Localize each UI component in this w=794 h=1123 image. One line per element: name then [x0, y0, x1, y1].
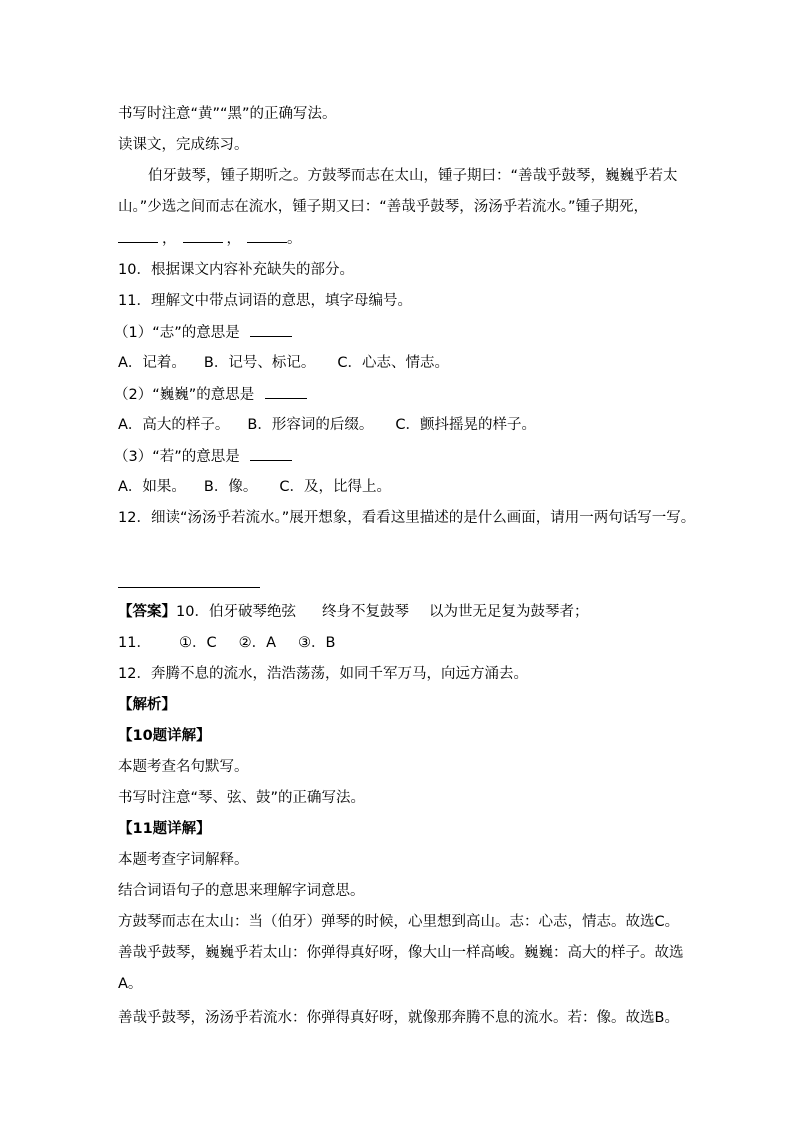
intro-line-2: 读课文，完成练习。 [118, 137, 249, 153]
option-c: C．心志、情志。 [337, 355, 449, 371]
question-11-1-text: （1）“志”的意思是 [114, 325, 240, 341]
analysis-11-line-4: 善哉乎鼓琴，巍巍乎若太山：你弹得真好呀，像大山一样高峻。巍巍：高大的样子。故选 [118, 945, 684, 961]
analysis-11-heading: 【11题详解】 [118, 821, 211, 837]
question-11-2 [114, 384, 307, 405]
answer-11-part-3: ③．B [298, 635, 336, 651]
option-b: B．像。 [203, 479, 258, 495]
question-11-2-text: （2）“巍巍”的意思是 [114, 387, 255, 403]
passage-line-3 [118, 228, 302, 249]
option-b: B．形容词的后缀。 [247, 417, 374, 433]
fill-blank-3[interactable] [247, 228, 287, 243]
answer-10-part-1: 伯牙破琴绝弦 [208, 604, 296, 620]
analysis-11-line-5: 善哉乎鼓琴，汤汤乎若流水：你弹得真好呀，就像那奔腾不息的流水。若：像。故选B。 [118, 1010, 679, 1026]
option-b: B．记号、标记。 [203, 355, 316, 371]
question-11-3 [114, 446, 292, 467]
option-a: A．记着。 [118, 355, 186, 371]
analysis-label: 【解析】 [118, 697, 176, 713]
analysis-11-line-2: 结合词语句子的意思来理解字词意思。 [118, 883, 365, 899]
fill-blank-2[interactable] [183, 228, 223, 243]
answer-label: 【答案】 [118, 604, 176, 620]
analysis-10-line-2: 书写时注意“琴、弦、鼓”的正确写法。 [118, 790, 366, 806]
analysis-10-line-1: 本题考查名句默写。 [118, 759, 249, 775]
question-12: 12．细读“汤汤乎若流水。”展开想象，看看这里描述的是什么画面，请用一两句话写一写。 [118, 510, 696, 526]
answer-11 [118, 633, 335, 653]
answer-10 [118, 602, 588, 622]
passage-line-2: 山。”少选之间而志在流水，锺子期又曰：“善哉乎鼓琴，汤汤乎若流水。”锺子期死， [118, 199, 649, 215]
separator-rule [118, 587, 260, 588]
blank-separator: ， [162, 231, 177, 247]
question-11-3-text: （3）“若”的意思是 [114, 449, 240, 465]
passage-line-1: 伯牙鼓琴，锺子期听之。方鼓琴而志在太山，锺子期曰：“善哉乎鼓琴，巍巍乎若太 [148, 168, 678, 184]
answer-blank-11-3[interactable] [250, 446, 292, 461]
answer-10-part-3: 以为世无足复为鼓琴者； [428, 604, 589, 620]
option-a: A．如果。 [118, 479, 186, 495]
answer-11-num: 11． [118, 635, 151, 651]
answer-blank-11-2[interactable] [265, 384, 307, 399]
blank-end: 。 [287, 231, 302, 247]
blank-separator: ， [226, 231, 241, 247]
analysis-10-heading: 【10题详解】 [118, 728, 211, 744]
answer-11-part-1: ①．C [178, 635, 217, 651]
question-11: 11．理解文中带点词语的意思，填字母编号。 [118, 293, 412, 309]
question-11-1-options [118, 353, 449, 373]
question-11-2-options [118, 415, 536, 435]
answer-11-part-2: ②．A [238, 635, 276, 651]
answer-blank-11-1[interactable] [250, 322, 292, 337]
question-10: 10．根据课文内容补充缺失的部分。 [118, 262, 354, 278]
option-c: C．及，比得上。 [279, 479, 391, 495]
option-a: A．高大的样子。 [118, 417, 230, 433]
answer-10-num: 10． [176, 604, 209, 620]
fill-blank-1[interactable] [118, 228, 158, 243]
question-11-1 [114, 322, 292, 343]
answer-12: 12．奔腾不息的流水，浩浩荡荡，如同千军万马，向远方涌去。 [118, 666, 528, 682]
intro-line-1: 书写时注意“黄”“黑”的正确写法。 [118, 106, 337, 122]
analysis-11-line-1: 本题考查字词解释。 [118, 852, 249, 868]
answer-10-part-2: 终身不复鼓琴 [321, 604, 409, 620]
question-11-3-options [118, 477, 391, 497]
analysis-11-line-3: 方鼓琴而志在太山：当（伯牙）弹琴的时候，心里想到高山。志：心志，情志。故选C。 [118, 914, 680, 930]
analysis-11-line-4-cont: A。 [118, 976, 143, 992]
option-c: C．颤抖摇晃的样子。 [395, 417, 536, 433]
